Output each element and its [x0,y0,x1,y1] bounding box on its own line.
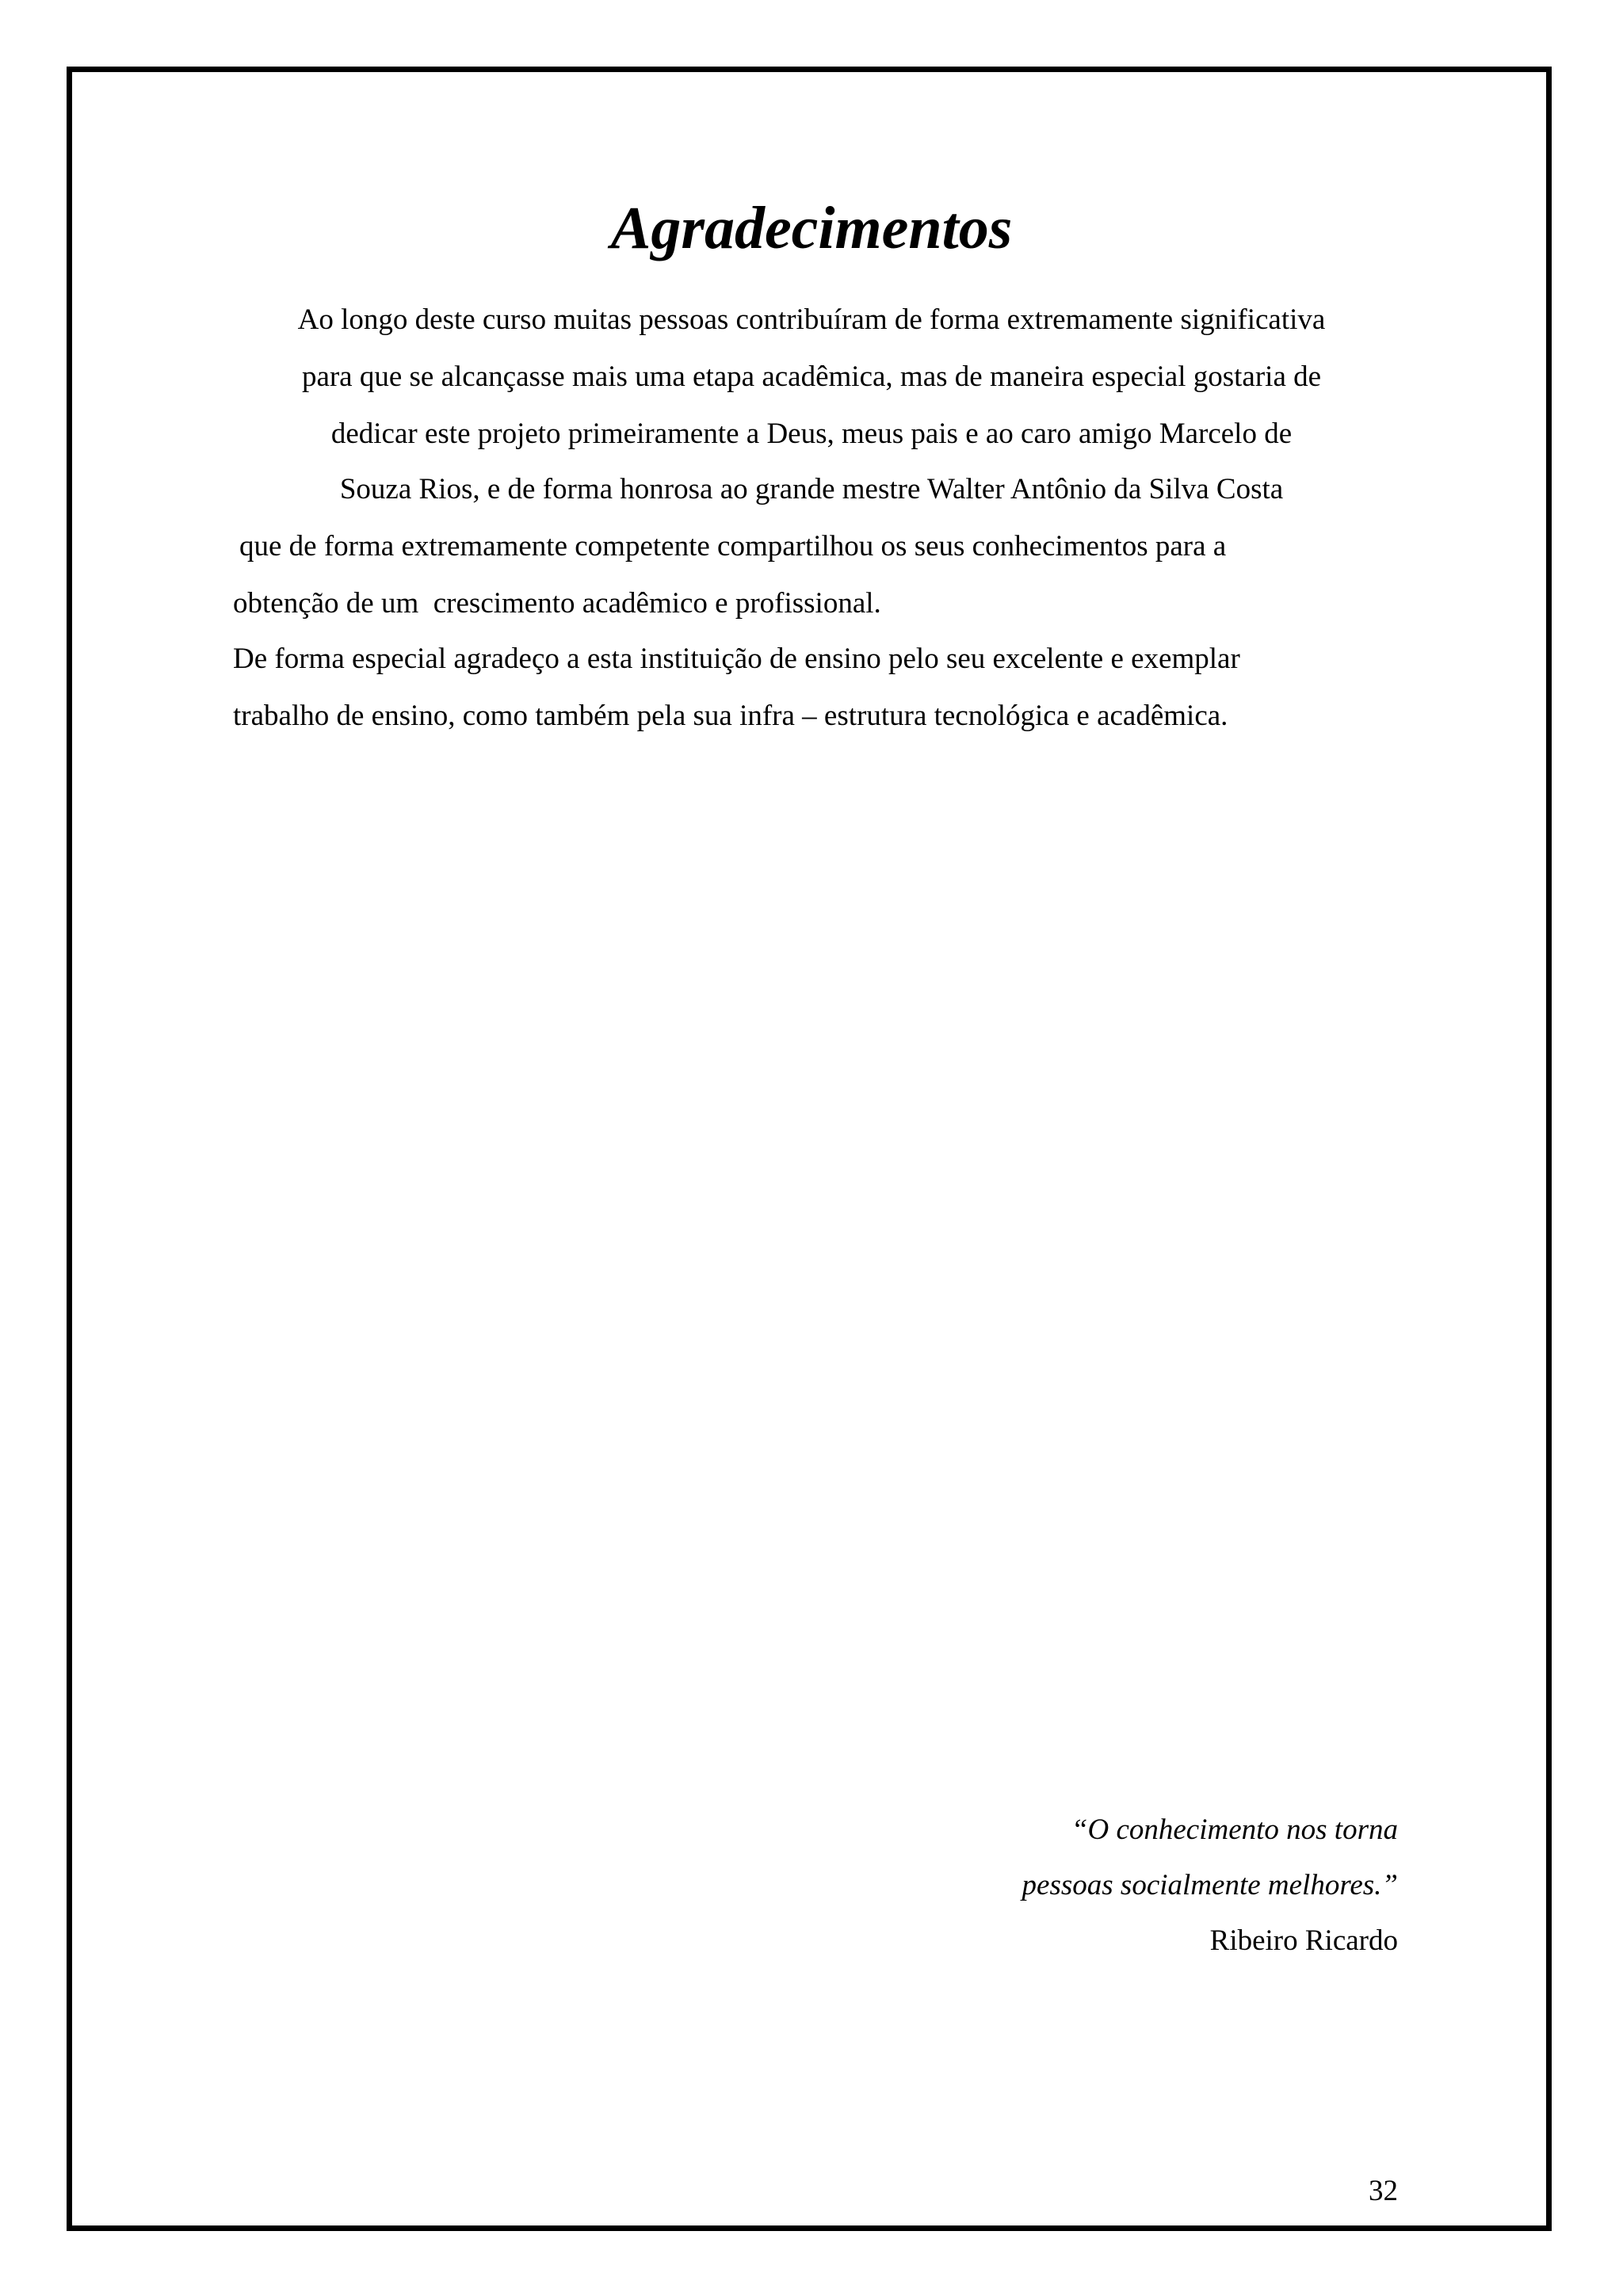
epigraph-line: pessoas socialmente melhores.” [1022,1869,1398,1901]
paragraph-line: obtenção de um crescimento acadêmico e profissional. [233,587,881,620]
epigraph-author: Ribeiro Ricardo [1209,1924,1398,1957]
paragraph-line: trabalho de ensino, como também pela sua infra – estrutura tecnológica e acadêmica. [233,700,1228,732]
epigraph-line: “O conhecimento nos torna [1071,1814,1398,1846]
paragraph-line: Ao longo deste curso muitas pessoas contribuíram de forma extremamente significativa [297,303,1326,336]
page-title: Agradecimentos [610,195,1013,261]
page-number: 32 [1369,2175,1398,2207]
paragraph-line: que de forma extremamente competente compartilhou os seus conhecimentos para a [239,530,1227,563]
paragraph-line: dedicar este projeto primeiramente a Deus, meus pais e ao caro amigo Marcelo de [330,418,1293,450]
paragraph-line: De forma especial agradeço a esta instituição de ensino pelo seu excelente e exemplar [233,643,1240,675]
paragraph-line: para que se alcançasse mais uma etapa acadêmica, mas de maneira especial gostaria de [301,360,1322,393]
paragraph-line: Souza Rios, e de forma honrosa ao grande mestre Walter Antônio da Silva Costa [339,473,1284,505]
